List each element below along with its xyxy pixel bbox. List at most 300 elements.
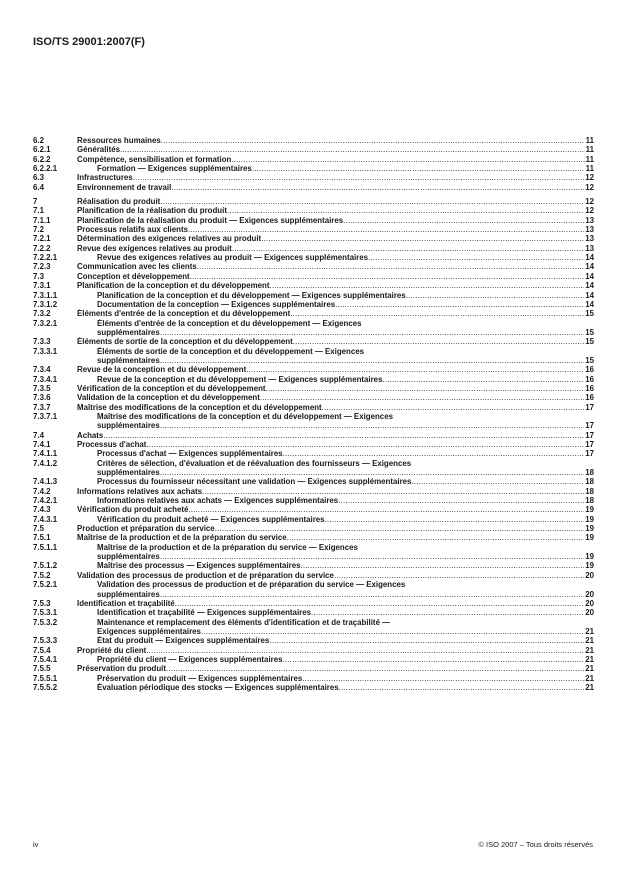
entry-body [97,618,594,637]
title-line [97,580,594,589]
title-line [77,533,594,542]
section-number: 7.3.3.1 [33,346,58,356]
toc-entry[interactable] [33,646,594,655]
section-number: 7.4.3 [33,505,51,515]
entry-body [77,272,594,281]
page-ref[interactable]: 16 [585,365,594,375]
section-title: Achats [77,430,104,440]
section-title: Éléments de sortie de la conception et du développement — Exigences [97,346,365,356]
page-ref[interactable]: 19 [585,505,594,515]
section-number: 7.5.2.1 [33,580,58,590]
entry-body [77,533,594,542]
section-title: Éléments d'entrée de la conception et du développement [77,309,291,319]
dot-leader [160,590,585,599]
section-title-continued: supplémentaires [97,355,160,365]
section-number: 7.5.5.2 [33,682,58,692]
section-title: Environnement de travail [77,182,172,192]
toc-entry[interactable] [33,262,594,271]
title-line [97,590,594,599]
page-ref[interactable]: 20 [585,570,594,580]
title-line [97,300,594,309]
page-ref[interactable]: 15 [585,355,594,365]
title-line [77,281,594,290]
page-ref[interactable]: 14 [585,290,594,300]
title-line [97,164,594,173]
toc-entry[interactable] [33,608,594,617]
title-line [77,262,594,271]
section-number: 7.4.1.2 [33,458,58,468]
section-title: Processus d'achat — Exigences supplémentaires [97,449,283,459]
section-title: Maîtrise de la production et de la préparation du service [77,533,287,543]
dot-leader [160,421,585,430]
page-ref[interactable]: 17 [585,430,594,440]
section-number: 7.3.2.1 [33,318,58,328]
page-ref[interactable]: 13 [585,234,594,244]
page-ref[interactable]: 21 [585,636,594,646]
section-number: 7.4.1.3 [33,477,58,487]
section-title: Processus du fournisseur nécessitant une validation — Exigences supplémentaires [97,477,412,487]
toc-entry[interactable] [33,206,594,215]
entry-body [77,262,594,271]
toc-entry[interactable] [33,300,594,309]
section-number: 6.2 [33,136,44,145]
entry-body [97,375,594,384]
entry-body [77,337,594,346]
toc-entry[interactable] [33,636,594,645]
page-ref[interactable]: 16 [585,374,594,384]
dot-leader [197,262,585,271]
title-line [77,309,594,318]
section-number: 7.3.7.1 [33,411,58,421]
page-ref[interactable]: 21 [585,645,594,655]
dot-leader [227,206,584,215]
page-ref[interactable]: 11 [585,154,594,164]
toc-entry[interactable] [33,412,594,431]
page-ref[interactable]: 16 [585,393,594,403]
title-line [77,440,594,449]
page-ref[interactable]: 17 [585,449,594,459]
section-number: 7.3.5 [33,383,51,393]
toc-entry[interactable] [33,244,594,253]
dot-leader [287,533,585,542]
toc-entry[interactable] [33,683,594,692]
entry-body [77,197,594,206]
toc-entry[interactable] [33,234,594,243]
title-line [77,197,594,206]
title-line [77,272,594,281]
page-ref[interactable]: 14 [585,271,594,281]
section-title: Vérification du produit acheté [77,505,189,515]
toc-entry[interactable] [33,197,594,206]
toc-entry[interactable] [33,487,594,496]
title-line [77,234,594,243]
title-line [97,683,594,692]
toc-entry[interactable] [33,393,594,402]
toc-entry[interactable] [33,571,594,580]
toc-entry[interactable] [33,459,594,478]
toc-entry[interactable] [33,216,594,225]
section-number: 6.2.1 [33,145,51,155]
section-number: 7.4 [33,430,44,440]
dot-leader [188,505,584,514]
page-ref[interactable]: 11 [585,164,594,174]
title-line [97,655,594,664]
toc-entry[interactable] [33,155,594,164]
section-title: Revue des exigences relatives au produit — Exigences supplémentaires [97,253,369,263]
dot-leader [339,683,585,692]
page-ref[interactable]: 17 [585,402,594,412]
section-number: 7.4.3.1 [33,514,58,524]
title-line [97,627,594,636]
toc-entry[interactable] [33,164,594,173]
section-title: Critères de sélection, d'évaluation et de réévaluation des fournisseurs — Exigences [97,458,412,468]
section-title: Compétence, sensibilisation et formation [77,154,232,164]
toc-entry[interactable] [33,403,594,412]
dot-leader [160,356,585,365]
section-title: Détermination des exigences relatives au produit [77,234,262,244]
entry-body [77,646,594,655]
page-ref[interactable]: 15 [585,337,594,347]
page-ref[interactable]: 13 [585,243,594,253]
page-ref[interactable]: 21 [585,626,594,636]
page-ref[interactable]: 12 [585,206,594,216]
section-title: Propriété du client — Exigences supplémentaires [97,654,283,664]
dot-leader [311,608,584,617]
entry-body [97,515,594,524]
entry-body [97,543,594,562]
section-number: 7.3.1.2 [33,299,58,309]
section-title-continued: supplémentaires [97,552,160,562]
page-ref[interactable]: 19 [585,524,594,534]
page-ref[interactable]: 14 [585,299,594,309]
title-line [97,319,594,328]
toc-entry[interactable] [33,440,594,449]
page-ref[interactable]: 14 [585,262,594,272]
dot-leader [133,173,585,182]
toc-entry[interactable] [33,524,594,533]
title-line [97,421,594,430]
toc-entry[interactable] [33,655,594,664]
dot-leader [343,216,584,225]
toc-entry[interactable] [33,431,594,440]
entry-body [97,580,594,599]
title-line [97,291,594,300]
title-line [97,412,594,421]
toc-entry[interactable] [33,543,594,562]
section-number: 7.2.3 [33,262,51,272]
dot-leader [382,375,584,384]
section-title: Maîtrise de la production et de la préparation du service — Exigences [97,542,358,552]
section-number: 7.3.7 [33,402,51,412]
section-number: 7.3.4.1 [33,374,58,384]
entry-body [77,155,594,164]
toc-entry[interactable] [33,505,594,514]
toc-entry[interactable] [33,674,594,683]
entry-body [97,253,594,262]
dot-leader [103,431,584,440]
section-title: Validation de la conception et du développement [77,393,260,403]
toc-entry[interactable] [33,375,594,384]
dot-leader [338,496,584,505]
page-number: iv [33,840,39,849]
dot-leader [171,183,584,192]
table-of-contents [33,136,594,697]
dot-leader [160,552,585,561]
toc-entry[interactable] [33,496,594,505]
entry-body [77,440,594,449]
entry-body [97,477,594,486]
section-number: 7.3.3 [33,337,51,347]
section-number: 7.3.6 [33,393,51,403]
toc-entry[interactable] [33,309,594,318]
dot-leader [120,145,585,154]
page-ref[interactable]: 21 [585,682,594,692]
page-ref[interactable]: 21 [585,673,594,683]
toc-entry[interactable] [33,136,594,145]
toc-entry[interactable] [33,580,594,599]
title-line [77,384,594,393]
title-line [97,356,594,365]
page-ref[interactable]: 19 [585,533,594,543]
section-number: 7.4.1.1 [33,449,58,459]
page-ref[interactable]: 13 [585,225,594,235]
dot-leader [252,164,585,173]
title-line [97,618,594,627]
section-title: Informations relatives aux achats [77,486,202,496]
entry-body [77,183,594,192]
page-ref[interactable]: 20 [585,598,594,608]
title-line [77,225,594,234]
dot-leader [301,561,585,570]
entry-body [97,449,594,458]
section-number: 6.4 [33,182,44,192]
title-line [77,365,594,374]
title-line [77,216,594,225]
entry-body [77,431,594,440]
page-ref[interactable]: 11 [585,136,594,145]
page-ref[interactable]: 15 [585,309,594,319]
section-number: 7.5.2 [33,570,51,580]
page-ref[interactable]: 19 [585,552,594,562]
title-line [77,206,594,215]
page-ref[interactable]: 20 [585,589,594,599]
toc-entry[interactable] [33,281,594,290]
dot-leader [335,300,584,309]
page-ref[interactable]: 18 [585,486,594,496]
title-line [97,674,594,683]
title-line [77,431,594,440]
page-ref[interactable]: 15 [585,327,594,337]
entry-body [77,173,594,182]
toc-entry[interactable] [33,173,594,182]
section-number: 7.4.2.1 [33,496,58,506]
section-title: Validation des processus de production et de préparation du service — Exigences [97,580,406,590]
entry-body [77,281,594,290]
toc-entry[interactable] [33,664,594,673]
section-number: 7.2.2.1 [33,253,58,263]
section-title: Préservation du produit [77,664,167,674]
toc-entry[interactable] [33,183,594,192]
dot-leader [146,646,584,655]
toc-entry[interactable] [33,347,594,366]
dot-leader [322,403,585,412]
title-line [77,244,594,253]
title-line [77,403,594,412]
page-ref[interactable]: 14 [585,253,594,263]
entry-body [77,365,594,374]
section-number: 7.5.5.1 [33,673,58,683]
entry-body [97,291,594,300]
entry-body [77,145,594,154]
title-line [97,561,594,570]
toc-entry[interactable] [33,145,594,154]
section-number: 7.3.2 [33,309,51,319]
toc-entry[interactable] [33,365,594,374]
title-line [77,599,594,608]
section-title-continued: supplémentaires [97,421,160,431]
page-ref[interactable]: 12 [585,173,594,183]
title-line [97,253,594,262]
section-number: 7.3.1.1 [33,290,58,300]
page-ref[interactable]: 18 [585,477,594,487]
dot-leader [188,225,584,234]
dot-leader [368,253,584,262]
entry-body [97,683,594,692]
section-title: Préservation du produit — Exigences supplémentaires [97,673,303,683]
section-title: Vérification de la conception et du développement [77,383,266,393]
section-title: Planification de la réalisation du produit [77,206,227,216]
title-line [97,515,594,524]
title-line [77,136,594,145]
dot-leader [266,384,585,393]
page-ref[interactable]: 19 [585,561,594,571]
page-ref[interactable]: 18 [585,496,594,506]
page-ref[interactable]: 20 [585,608,594,618]
entry-body [77,216,594,225]
toc-entry[interactable] [33,225,594,234]
page-ref[interactable]: 21 [585,654,594,664]
toc-group [33,197,594,692]
title-line [97,477,594,486]
title-line [77,505,594,514]
toc-entry[interactable] [33,533,594,542]
page-ref[interactable]: 17 [585,421,594,431]
entry-body [97,655,594,664]
section-title: Réalisation du produit [77,197,161,207]
section-title: Validation des processus de production et de préparation du service [77,570,334,580]
title-line [97,552,594,561]
page-ref[interactable]: 14 [585,281,594,291]
copyright: © ISO 2007 – Tous droits réservés [478,840,593,849]
entry-body [77,206,594,215]
entry-body [77,599,594,608]
dot-leader [166,664,584,673]
entry-body [97,459,594,478]
dot-leader [269,281,584,290]
toc-entry[interactable] [33,319,594,338]
dot-leader [215,524,585,533]
page-ref[interactable]: 16 [585,383,594,393]
section-title: Maîtrise des modifications de la conception et du développement [77,402,322,412]
page-ref[interactable]: 12 [585,182,594,192]
toc-entry[interactable] [33,291,594,300]
section-title: Production et préparation du service [77,524,215,534]
title-line [77,664,594,673]
page-ref[interactable]: 13 [585,215,594,225]
toc-entry[interactable] [33,272,594,281]
toc-entry[interactable] [33,599,594,608]
section-title: Processus relatifs aux clients [77,225,188,235]
toc-entry[interactable] [33,449,594,458]
title-line [77,571,594,580]
dot-leader [334,571,584,580]
section-title: Généralités [77,145,120,155]
section-number: 7.3 [33,271,44,281]
section-number: 7.5.3.1 [33,608,58,618]
section-title: Infrastructures [77,173,133,183]
toc-entry[interactable] [33,618,594,637]
section-number: 7.5.3 [33,598,51,608]
entry-body [97,300,594,309]
section-title: Identification et traçabilité [77,598,175,608]
section-number: 7.4.1 [33,440,51,449]
toc-entry[interactable] [33,384,594,393]
entry-body [97,347,594,366]
toc-entry[interactable] [33,253,594,262]
page-ref[interactable]: 11 [585,145,594,155]
entry-body [97,164,594,173]
dot-leader [160,197,584,206]
page-ref[interactable]: 18 [585,468,594,478]
title-line [77,487,594,496]
entry-body [77,571,594,580]
toc-entry[interactable] [33,515,594,524]
toc-entry[interactable] [33,337,594,346]
dot-leader [406,291,585,300]
section-title: Communication avec les clients [77,262,197,272]
entry-body [97,608,594,617]
section-title: Maintenance et remplacement des éléments d'identification et de traçabilité — [97,617,391,627]
page-ref[interactable]: 12 [585,197,594,207]
dot-leader [290,309,584,318]
toc-entry[interactable] [33,477,594,486]
section-title: Revue de la conception et du développement — Exigences supplémentaires [97,374,383,384]
dot-leader [202,487,584,496]
title-line [77,524,594,533]
title-line [97,468,594,477]
page-ref[interactable]: 19 [585,514,594,524]
section-number: 7.5.4 [33,645,51,655]
dot-leader [293,337,584,346]
title-line [77,183,594,192]
entry-body [77,234,594,243]
section-number: 7.3.1 [33,281,51,291]
title-line [77,145,594,154]
entry-body [77,384,594,393]
dot-leader [283,655,585,664]
section-number: 7.5.3.2 [33,617,58,627]
section-title: Informations relatives aux achats — Exigences supplémentaires [97,496,339,506]
toc-entry[interactable] [33,561,594,570]
dot-leader [161,136,585,145]
section-number: 7.2.2 [33,243,51,253]
page-ref[interactable]: 21 [585,664,594,674]
dot-leader [325,515,585,524]
section-number: 6.3 [33,173,44,183]
page-ref[interactable]: 17 [585,440,594,449]
title-line [97,608,594,617]
section-title: Processus d'achat [77,440,147,449]
